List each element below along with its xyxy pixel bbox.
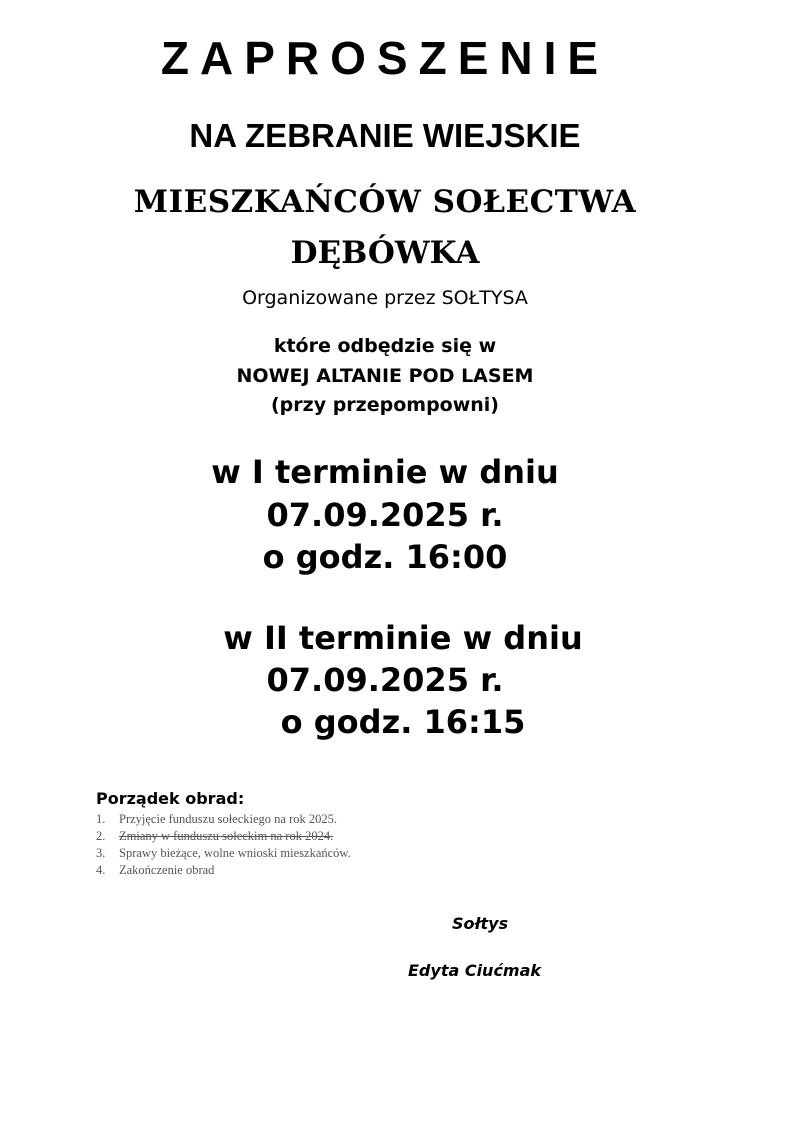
agenda-list: [96, 811, 351, 879]
venue-note: (przy przepompowni): [270, 394, 499, 416]
agenda-item-text: Przyjęcie funduszu sołeckiego na rok 2025.: [119, 812, 337, 826]
community-heading-line1: MIESZKAŃCÓW SOŁECTWA: [133, 184, 637, 220]
signature-name: Edyta Ciućmak: [408, 961, 542, 980]
agenda-item-number: 1.: [96, 812, 106, 826]
agenda-item: [96, 845, 351, 862]
agenda-item-number: 4.: [96, 863, 106, 877]
meeting-type-heading: NA ZEBRANIE WIEJSKIE: [189, 117, 581, 154]
first-term-label: w I terminie w dniu: [211, 453, 559, 491]
venue-name: NOWEJ ALTANIE POD LASEM: [236, 365, 534, 387]
first-term-time: o godz. 16:00: [262, 538, 508, 576]
organizer-text: Organizowane przez SOŁTYSA: [242, 287, 528, 309]
agenda-item-text: Sprawy bieżące, wolne wnioski mieszkańców.: [119, 846, 351, 860]
agenda-item-text: Zmiany w funduszu sołeckim na rok 2024.: [119, 829, 334, 843]
agenda-item-struck: [96, 828, 351, 845]
document-title: ZAPROSZENIE: [160, 32, 610, 84]
second-term-label: w II terminie w dniu: [223, 619, 583, 657]
agenda-item: [96, 862, 351, 879]
second-term-time: o godz. 16:15: [280, 703, 526, 741]
venue-intro: które odbędzie się w: [273, 335, 497, 357]
community-heading-line2: DĘBÓWKA: [290, 235, 480, 271]
second-term-date: 07.09.2025 r.: [266, 661, 504, 699]
agenda-item-number: 3.: [96, 846, 106, 860]
agenda-item: [96, 811, 351, 828]
agenda-item-text: Zakończenie obrad: [119, 863, 215, 877]
agenda-item-number: 2.: [96, 829, 106, 843]
first-term-date: 07.09.2025 r.: [266, 496, 504, 534]
agenda-heading: Porządek obrad:: [96, 789, 245, 808]
signature-role: Sołtys: [452, 914, 509, 933]
